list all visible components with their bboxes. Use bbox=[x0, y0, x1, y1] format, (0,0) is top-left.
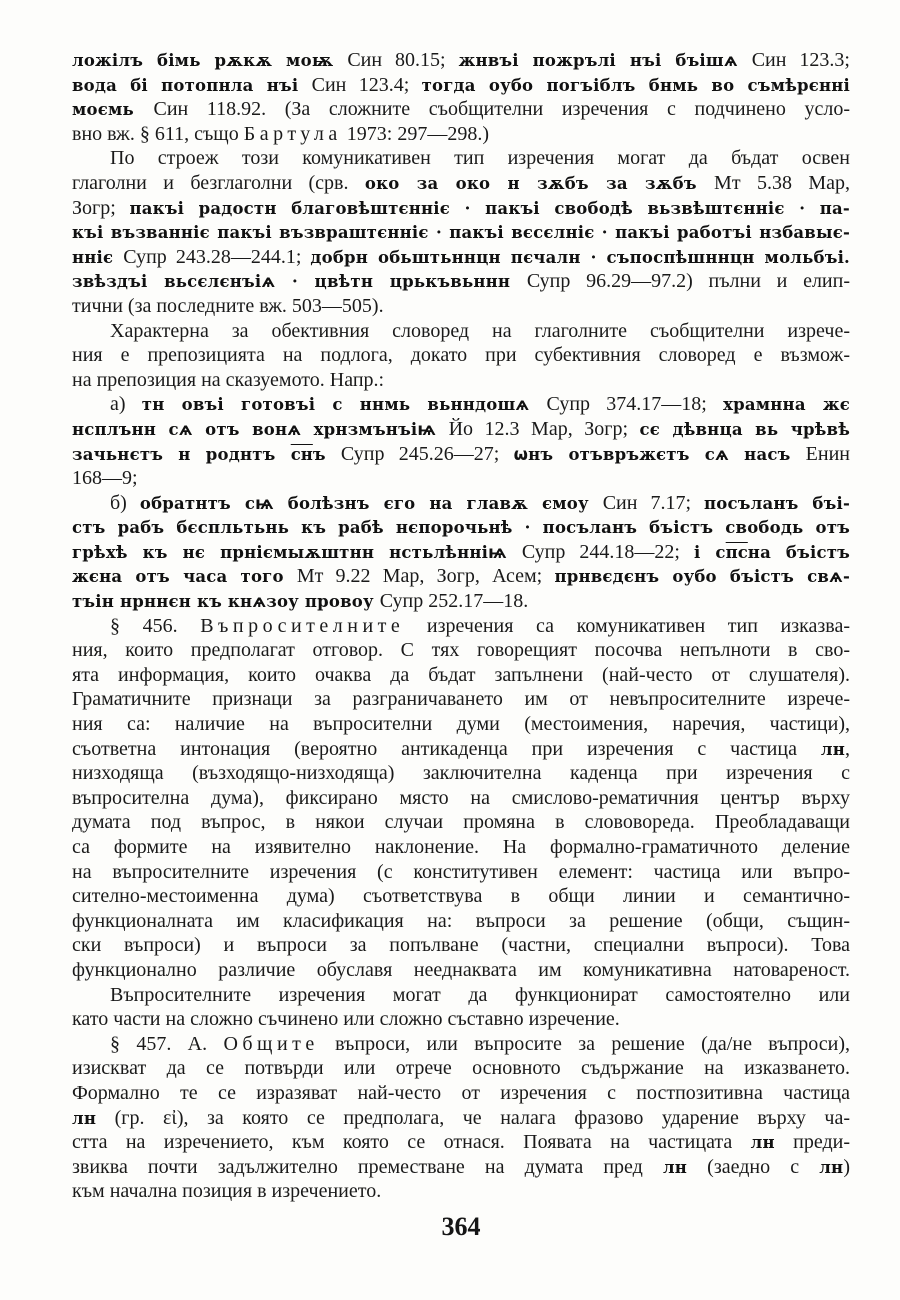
text-segment: 168—9; bbox=[72, 467, 138, 490]
text-segment: като части на сложно съчинено или сложно съставно изречение. bbox=[72, 1008, 620, 1031]
text-segment: Граматичните признаци за разграничаването им от невъпросителните изрече- bbox=[72, 688, 850, 711]
text-line bbox=[72, 663, 850, 688]
text-segment: сително-местоименна дума) съответствува в общи линии и семантично- bbox=[72, 885, 850, 908]
old-slavonic-segment: вода бі потопнла нъі bbox=[72, 75, 312, 95]
text-segment: изречения са комуникативен тип изказва- bbox=[404, 614, 850, 637]
text-line bbox=[72, 1032, 850, 1057]
text-line bbox=[72, 196, 850, 221]
old-slavonic-segment: храмнна жє bbox=[723, 395, 850, 415]
text-line bbox=[72, 1130, 850, 1155]
text-line bbox=[72, 786, 850, 811]
text-segment: на въпросителните изречения (с конститутивен елемент: частица или въпро- bbox=[72, 860, 850, 883]
text-segment: стта на изречението, към която се отнася. Появата на частицата bbox=[72, 1131, 751, 1154]
text-line bbox=[72, 1155, 850, 1180]
text-line bbox=[72, 983, 850, 1008]
text-segment: преди- bbox=[774, 1131, 850, 1154]
text-segment: думата под въпрос, в някои случаи промяна в слововореда. Преобладаващи bbox=[72, 811, 850, 834]
text-segment: Мт 5.38 Мар, bbox=[714, 171, 850, 194]
text-line bbox=[72, 1056, 850, 1081]
text-segment: , bbox=[845, 737, 850, 760]
text-line bbox=[72, 491, 850, 516]
text-line bbox=[72, 884, 850, 909]
text-line bbox=[72, 122, 850, 147]
text-segment: (заедно с bbox=[687, 1155, 820, 1178]
text-segment: Син 118.92. (За сложните съобщителни изречения с подчинено усло- bbox=[153, 98, 850, 121]
text-line bbox=[72, 294, 850, 319]
text-segment: Характерна за обективния словоред на глаголните съобщителни изрече- bbox=[110, 319, 850, 342]
text-line bbox=[72, 417, 850, 442]
old-slavonic-segment: къі възванніє пакъі възвраштєнніє · пакъі вєсєлніє · пакъі работъі нзбавыє- bbox=[72, 223, 850, 243]
text-segment: Супр 243.28—244.1; bbox=[123, 245, 311, 268]
text-segment: Супр 252.17—18. bbox=[379, 590, 529, 613]
old-slavonic-segment: лн bbox=[819, 1157, 844, 1177]
old-slavonic-segment: лн bbox=[750, 1133, 775, 1153]
text-segment: По строеж този комуникативен тип изречения могат да бъдат освен bbox=[110, 147, 850, 170]
text-line bbox=[72, 146, 850, 171]
text-segment: въпросителна дума), фиксирано място на смислово-рематичния център върху bbox=[72, 786, 850, 809]
old-slavonic-segment: прнвєдєнъ оубо бъістъ свѧ- bbox=[554, 567, 850, 587]
old-slavonic-segment: тогда оубо погъіблъ бнмь во съмѣрєнні bbox=[421, 75, 850, 95]
titlo-segment: пс bbox=[725, 542, 748, 562]
old-slavonic-segment: ѡнъ отъвръжєтъ сѧ насъ bbox=[513, 444, 806, 464]
text-segment: изискват да се потвърди или отрече основното съдържание на изказването. bbox=[72, 1057, 850, 1080]
text-segment: § 456. bbox=[110, 614, 201, 637]
old-slavonic-segment: посъланъ бъі- bbox=[704, 493, 850, 513]
text-segment: глаголни и безглаголни (срв. bbox=[72, 171, 365, 194]
text-segment: Супр 374.17—18; bbox=[546, 393, 724, 416]
old-slavonic-segment: тн овъі готовъі с ннмь вьнндошѧ bbox=[141, 395, 547, 415]
old-slavonic-segment: добрн обьштьннцн пєчалн · съпоспѣшннцн мольбъі. bbox=[310, 247, 850, 267]
text-segment: тични (за последните вж. 503—505). bbox=[72, 294, 384, 317]
text-segment: Супр 96.29—97.2) пълни и елип- bbox=[526, 270, 850, 293]
old-slavonic-segment: око за око н зѫбъ за зѫбъ bbox=[364, 173, 715, 193]
text-segment: ния е препозицията на подлога, докато при субективния словоред е възмож- bbox=[72, 344, 850, 367]
text-segment: Мт 9.22 Мар, Зогр, Асем; bbox=[296, 565, 555, 588]
old-slavonic-segment: лн bbox=[820, 739, 845, 759]
text-line bbox=[72, 860, 850, 885]
text-line bbox=[72, 835, 850, 860]
text-line bbox=[72, 1179, 850, 1204]
text-segment: ята информация, които очаква да бъдат запълнени (най-често от слушателя). bbox=[72, 663, 850, 686]
text-segment: Супр 244.18—22; bbox=[521, 540, 694, 563]
text-segment: Син 123.3; bbox=[751, 49, 850, 71]
text-line bbox=[72, 614, 850, 639]
old-slavonic-segment: обратнтъ сѩ болѣзнъ єго на главѫ ємоу bbox=[139, 493, 603, 513]
text-segment: съответна интонация (вероятно антикаденца при изречения с частица bbox=[72, 737, 821, 760]
text-line bbox=[72, 1007, 850, 1032]
old-slavonic-segment: стъ рабъ бєспльтьнь къ рабѣ нєпорочьнѣ · посъланъ бъістъ свободь отъ bbox=[72, 518, 850, 538]
titlo-segment: сн bbox=[290, 444, 313, 464]
page-number: 364 bbox=[441, 1212, 481, 1241]
text-line bbox=[72, 1081, 850, 1106]
text-line bbox=[72, 220, 850, 245]
old-slavonic-segment: сє дѣвнца вь чрѣвѣ bbox=[639, 419, 850, 439]
text-line bbox=[72, 319, 850, 344]
old-slavonic-segment: лн bbox=[72, 1108, 97, 1128]
text-line bbox=[72, 909, 850, 934]
old-slavonic-segment: і с bbox=[693, 542, 726, 562]
old-slavonic-segment: на бъістъ bbox=[747, 542, 850, 562]
text-segment: ) bbox=[843, 1155, 850, 1178]
text-line bbox=[72, 392, 850, 417]
text-line bbox=[72, 958, 850, 983]
old-slavonic-segment: пакъі радостн благовѣштєнніє · пакъі свободѣ вьзвѣштєнніє · па- bbox=[129, 198, 850, 218]
text-line bbox=[72, 761, 850, 786]
old-slavonic-segment: нсплънн сѧ отъ вонѧ хрнзмънъіѩ bbox=[72, 419, 449, 439]
text-segment: Супр 245.26—27; bbox=[340, 442, 514, 465]
text-block bbox=[72, 48, 850, 1204]
text-line bbox=[72, 97, 850, 122]
spaced-emphasis-segment: Въпросителните bbox=[200, 614, 405, 637]
text-line bbox=[72, 48, 850, 73]
spaced-emphasis-segment: Бартула bbox=[243, 122, 342, 145]
text-line bbox=[72, 368, 850, 393]
spaced-emphasis-segment: Общите bbox=[223, 1032, 319, 1055]
text-segment: 1973: 297—298.) bbox=[341, 122, 489, 145]
old-slavonic-segment: тъін нрннєн къ кнѧзоу провоу bbox=[72, 592, 380, 612]
text-segment: § 457. А. bbox=[110, 1032, 224, 1055]
old-slavonic-segment: лн bbox=[662, 1157, 688, 1177]
text-segment: функционалната им класификация на: въпроси за решение (общи, същин- bbox=[72, 909, 850, 932]
text-segment: Въпросителните изречения могат да функционират самостоятелно или bbox=[110, 983, 850, 1006]
old-slavonic-segment: жнвъі пожрълі нъі бъішѧ bbox=[458, 51, 752, 70]
text-line bbox=[72, 466, 850, 491]
text-segment: Син 80.15; bbox=[347, 49, 459, 71]
old-slavonic-segment: жєна отъ часа того bbox=[72, 567, 297, 587]
text-line bbox=[72, 343, 850, 368]
text-line bbox=[72, 540, 850, 565]
old-slavonic-segment: зачьнєтъ н роднтъ bbox=[72, 444, 291, 464]
text-line bbox=[72, 737, 850, 762]
text-segment: въпроси, или въпросите за решение (да/не въпроси), bbox=[318, 1032, 850, 1055]
text-segment: Син 123.4; bbox=[311, 73, 422, 96]
text-line bbox=[72, 687, 850, 712]
text-segment: ски въпроси) и въпроси за попълване (частни, специални въпроси). Това bbox=[72, 934, 850, 957]
text-segment: към начална позиция в изречението. bbox=[72, 1180, 382, 1203]
old-slavonic-segment: моємь bbox=[72, 100, 154, 120]
text-segment: б) bbox=[110, 491, 140, 514]
old-slavonic-segment: ложілъ бімь рѫкѫ моѭ bbox=[72, 51, 348, 70]
text-line bbox=[72, 171, 850, 196]
text-line bbox=[72, 712, 850, 737]
text-segment: Син 7.17; bbox=[602, 491, 705, 514]
text-segment: звиква почти задължително преместване на думата пред bbox=[72, 1155, 663, 1178]
text-segment: ния са: наличие на въпросителни думи (местоимения, наречия, частици), bbox=[72, 713, 850, 736]
text-line bbox=[72, 638, 850, 663]
text-line bbox=[72, 245, 850, 270]
text-line bbox=[72, 73, 850, 98]
text-segment: вно вж. § 611, също bbox=[72, 122, 244, 145]
text-segment: а) bbox=[110, 393, 142, 416]
text-line bbox=[72, 933, 850, 958]
text-line bbox=[72, 564, 850, 589]
old-slavonic-segment: нніє bbox=[72, 247, 124, 267]
text-segment: функционално различие обуславя нееднаквата им комуникативна натовареност. bbox=[72, 958, 850, 981]
old-slavonic-segment: ъ bbox=[312, 444, 341, 464]
old-slavonic-segment: грѣхѣ къ нє прніємыѫштнн нстьлѣнніѩ bbox=[72, 542, 522, 562]
text-segment: Енин bbox=[805, 442, 850, 465]
text-line bbox=[72, 515, 850, 540]
text-line bbox=[72, 269, 850, 294]
old-slavonic-segment: звѣздъі вьсєлєнъіѧ · цвѣтн црькъвьннн bbox=[72, 272, 527, 292]
text-segment: Йо 12.3 Мар, Зогр; bbox=[448, 417, 640, 440]
text-segment: Формално те се изразяват най-често от изречения с постпозитивна частица bbox=[72, 1081, 850, 1104]
text-line bbox=[72, 810, 850, 835]
text-segment: са формите на изявително наклонение. На формално-граматичното деление bbox=[72, 836, 850, 858]
text-line bbox=[72, 1106, 850, 1131]
text-segment: ния, които предполагат отговор. С тях говорещият посочва непълноти в сво- bbox=[72, 639, 850, 662]
text-segment: низходяща (възходящо-низходяща) заключителна каденца при изречения с bbox=[72, 762, 850, 785]
text-line bbox=[72, 589, 850, 614]
text-segment: на препозиция на сказуемото. Напр.: bbox=[72, 368, 385, 391]
text-segment: Зогр; bbox=[72, 196, 130, 219]
text-segment: (гр. εἰ), за която се предполага, че налага фразово ударение върху ча- bbox=[96, 1106, 850, 1129]
text-line bbox=[72, 442, 850, 467]
